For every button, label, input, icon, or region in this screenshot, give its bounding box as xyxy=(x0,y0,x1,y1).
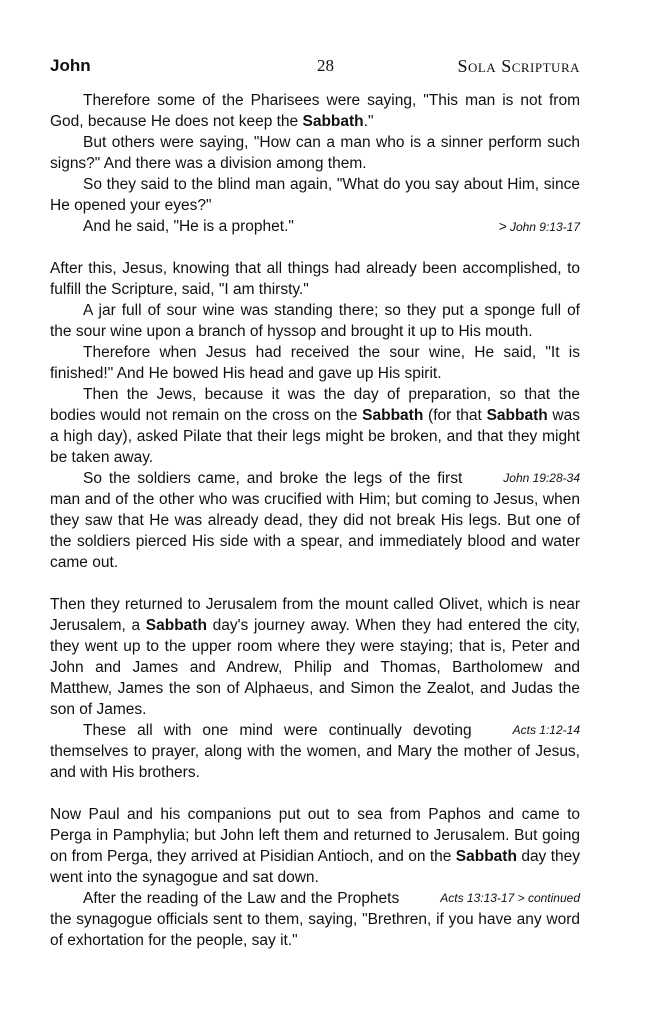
verse-paragraph: Now Paul and his companions put out to sea from Paphos and came to Perga in Pamphylia; but John left them and returned to Jerusalem. But going on from Perga, they arrived at Pisidian Antioch, and on the Sabbath day they went into the synagogue and sat down. xyxy=(50,806,580,886)
running-header-book: John xyxy=(50,56,91,75)
page-body xyxy=(50,90,580,951)
scripture-passage xyxy=(50,594,580,783)
verse-paragraph: Acts 13:13-17 > continued After the reading of the Law and the Prophets the synagogue officials sent to them, saying, "Brethren, if you have any word of exhortation for the people, say it." xyxy=(50,890,580,949)
verse-paragraph: > John 9:13-17 And he said, "He is a prophet." xyxy=(50,216,580,237)
reference-text: John 19:28-34 xyxy=(503,471,580,485)
verse-paragraph: John 19:28-34 So the soldiers came, and broke the legs of the first man and of the other who was crucified with Him; but coming to Jesus, when they saw that He was already dead, they did not break His legs. But one of the soldiers pierced His side with a spear, and immediately blood and water came out. xyxy=(50,470,580,571)
verse-paragraph: But others were saying, "How can a man who is a sinner perform such signs?" And there was a division among them. xyxy=(50,134,580,172)
sabbath-emphasis: Sabbath xyxy=(455,848,517,865)
verse-paragraph: After this, Jesus, knowing that all things had already been accomplished, to fulfill the Scripture, said, "I am thirsty." xyxy=(50,260,580,298)
verse-paragraph: Then the Jews, because it was the day of preparation, so that the bodies would not remain on the cross on the Sabbath (for that Sabbath was a high day), asked Pilate that their legs might be broken, and that they might be taken away. xyxy=(50,386,580,466)
page-number: 28 xyxy=(317,56,334,75)
scripture-passage xyxy=(50,258,580,573)
verse-paragraph: So they said to the blind man again, "What do you say about Him, since He opened your eyes?" xyxy=(50,176,580,214)
verse-paragraph: Therefore some of the Pharisees were saying, "This man is not from God, because He does not keep the Sabbath." xyxy=(50,92,580,130)
verse-paragraph: Then they returned to Jerusalem from the mount called Olivet, which is near Jerusalem, a Sabbath day's journey away. When they had entered the city, they went up to the upper room where they were staying; that is, Peter and John and James and Andrew, Philip and Thomas, Bartholomew and Matthew, James the son of Alphaeus, and Simon the Zealot, and Judas the son of James. xyxy=(50,596,580,718)
scripture-reference xyxy=(480,720,580,741)
passage-gap xyxy=(50,573,580,594)
verse-paragraph: Therefore when Jesus had received the sour wine, He said, "It is finished!" And He bowed His head and gave up His spirit. xyxy=(50,344,580,382)
scripture-passage xyxy=(50,804,580,951)
verse-paragraph: A jar full of sour wine was standing there; so they put a sponge full of the sour wine upon a branch of hyssop and brought it up to His mouth. xyxy=(50,302,580,340)
sabbath-emphasis: Sabbath xyxy=(362,407,424,424)
passage-gap xyxy=(50,783,580,804)
scripture-passage xyxy=(50,90,580,237)
scripture-reference xyxy=(407,888,580,909)
sabbath-emphasis: Sabbath xyxy=(486,407,548,424)
reference-text: Acts 13:13-17 > continued xyxy=(440,891,580,905)
reference-text: John 9:13-17 xyxy=(509,220,580,234)
verse-paragraph: Acts 1:12-14 These all with one mind were continually devoting themselves to prayer, along with the women, and Mary the mother of Jesus, and with His brothers. xyxy=(50,722,580,781)
sabbath-emphasis: Sabbath xyxy=(145,617,207,634)
running-header-title: Sola Scriptura xyxy=(457,56,580,76)
reference-arrow: > xyxy=(498,218,507,234)
reference-text: Acts 1:12-14 xyxy=(512,723,580,737)
sabbath-emphasis: Sabbath xyxy=(302,113,364,130)
scripture-reference xyxy=(470,468,580,489)
passage-gap xyxy=(50,237,580,258)
scripture-reference xyxy=(466,216,580,238)
